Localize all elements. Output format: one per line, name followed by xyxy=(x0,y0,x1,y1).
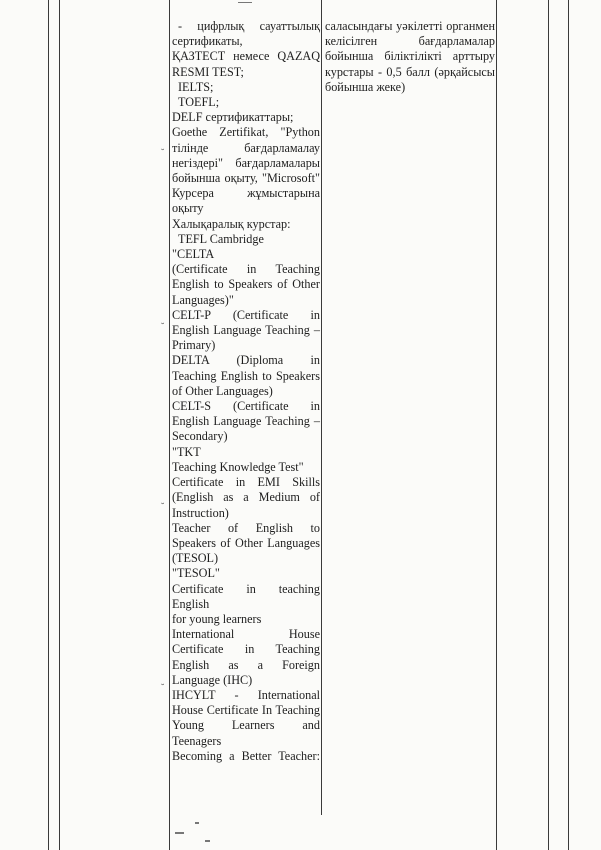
cell-line: Халықаралық курстар: xyxy=(172,216,291,231)
cell-line: Certificate in Teaching xyxy=(172,642,320,657)
cell-line: сертификаты, xyxy=(172,34,243,49)
table-border-left xyxy=(48,0,49,850)
cell-line: Young Learners and xyxy=(172,718,320,733)
cell-line: "TESOL" xyxy=(172,566,220,581)
cell-line: CELT-S (Certificate in xyxy=(172,399,320,414)
cell-line: for young learners xyxy=(172,611,262,626)
cell-line: ҚАЗТЕСТ немесе QAZAQ xyxy=(172,49,320,64)
cell-line: English to Speakers of Other xyxy=(172,277,320,292)
cell-line: (Certificate in Teaching xyxy=(172,262,320,277)
cell-line: келісілген бағдарламалар xyxy=(325,34,495,49)
cell-line: бойынша жеке) xyxy=(325,79,406,94)
margin-tick-mark: ˘ xyxy=(161,148,165,159)
table-border-right xyxy=(568,0,569,850)
cell-line: IELTS; xyxy=(178,79,214,94)
cell-line: Teenagers xyxy=(172,733,222,748)
cell-line: RESMI TEST; xyxy=(172,64,244,79)
cell-line: Teaching Knowledge Test" xyxy=(172,459,304,474)
scan-speck xyxy=(195,822,199,824)
cell-line: English Language Teaching – xyxy=(172,323,320,338)
cell-line: Instruction) xyxy=(172,505,229,520)
scan-speck xyxy=(205,840,210,842)
cell-line: TOEFL; xyxy=(178,95,220,110)
cell-line: English as a Foreign xyxy=(172,657,320,672)
cell-line: Speakers of Other Languages xyxy=(172,535,320,550)
cell-line: Курсера жұмыстарына xyxy=(172,186,320,201)
cell-line: курстары - 0,5 балл (әрқайсысы xyxy=(325,64,495,79)
cell-line: Certificate in EMI Skills xyxy=(172,475,320,490)
cell-line: Languages)" xyxy=(172,292,234,307)
cell-line: (English as a Medium of xyxy=(172,490,320,505)
cell-line: Primary) xyxy=(172,338,216,353)
cell-line: Becoming a Better Teacher: xyxy=(172,748,320,763)
scan-speck xyxy=(175,832,184,834)
table-column-divider-4 xyxy=(496,0,497,850)
cell-line: Language (IHC) xyxy=(172,672,253,687)
cell-line: бойынша оқыту, "Microsoft" xyxy=(172,171,320,186)
cell-line: of Other Languages) xyxy=(172,383,273,398)
cell-line: (TESOL) xyxy=(172,551,219,566)
scan-speck xyxy=(238,2,252,3)
cell-line: Goethe Zertifikat, "Python xyxy=(172,125,320,140)
cell-line: оқыту xyxy=(172,201,204,216)
table-column-divider-5 xyxy=(548,0,549,850)
margin-tick-mark: ˘ xyxy=(161,683,165,694)
cell-line: International House xyxy=(172,627,320,642)
cell-line: - цифрлық сауаттылық xyxy=(178,19,320,33)
cell-line: "TKT xyxy=(172,444,201,459)
cell-line: "CELTA xyxy=(172,247,215,262)
cell-line: негіздері" бағдарламалары xyxy=(172,155,320,170)
cell-line: Teacher of English to xyxy=(172,520,320,535)
cell-line: IHCYLT - International xyxy=(172,687,320,702)
cell-line: бойынша біліктілікті арттыру xyxy=(325,49,495,64)
cell-line: CELT-P (Certificate in xyxy=(172,307,320,322)
cell-line: House Certificate In Teaching xyxy=(172,703,320,718)
scoring-rule-cell xyxy=(325,19,495,95)
cell-line: Certificate in teaching English xyxy=(172,581,320,611)
cell-line: TEFL Cambridge xyxy=(178,231,264,246)
table-column-divider-1 xyxy=(59,0,60,850)
cell-line: Secondary) xyxy=(172,429,228,444)
cell-line: Teaching English to Speakers xyxy=(172,368,320,383)
qualification-list-cell xyxy=(172,19,320,764)
table-column-divider-2 xyxy=(169,0,170,850)
cell-line: тілінде бағдарламалау xyxy=(172,140,320,155)
cell-line: саласындағы уәкілетті органмен xyxy=(325,19,495,33)
table-column-divider-3 xyxy=(321,0,322,815)
cell-line: English Language Teaching – xyxy=(172,414,320,429)
cell-line: DELF сертификаттары; xyxy=(172,110,294,125)
margin-tick-mark: ˘ xyxy=(161,322,165,333)
cell-line: DELTA (Diploma in xyxy=(172,353,320,368)
margin-tick-mark: ˘ xyxy=(161,502,165,513)
